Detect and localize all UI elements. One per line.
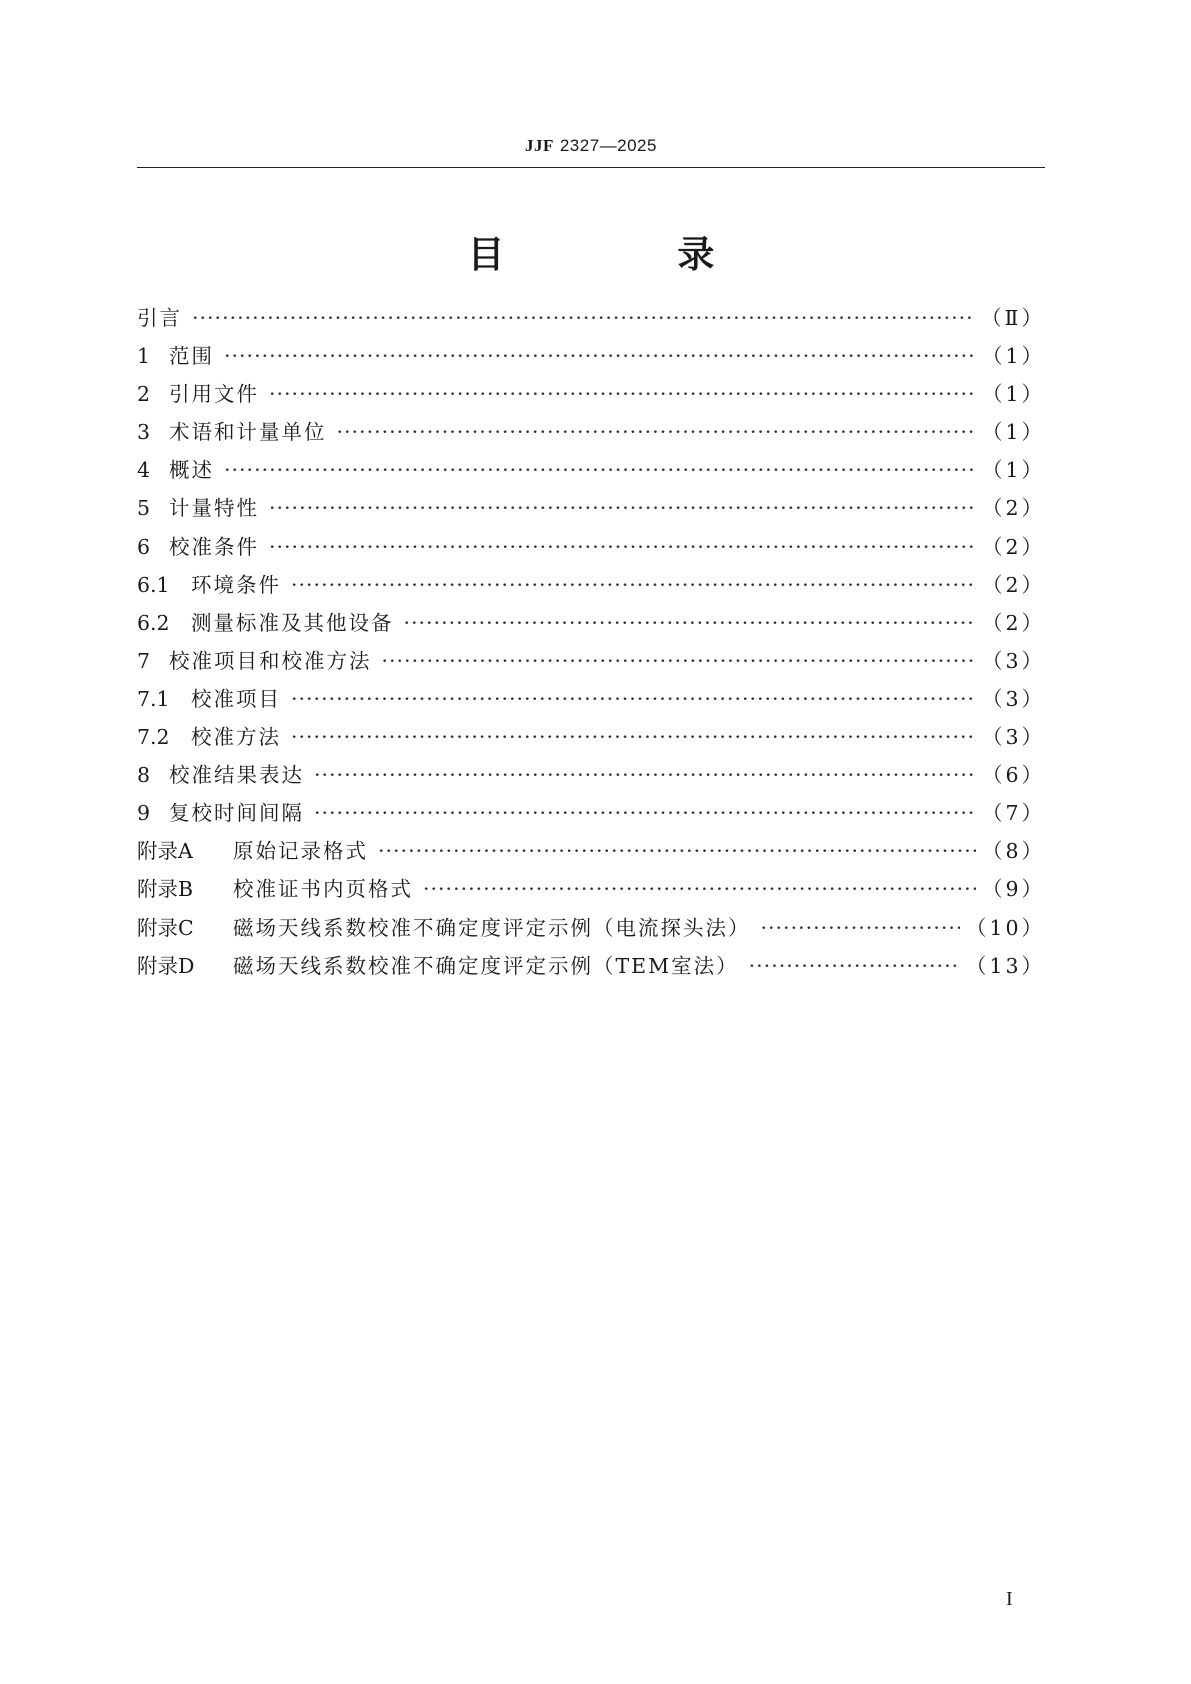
toc-entry-number: 8 (137, 763, 151, 788)
toc-entry-9[interactable] (137, 796, 1045, 834)
toc-entry-number: 2 (137, 382, 151, 407)
toc-entry-label: 磁场天线系数校准不确定度评定示例（电流探头法） (233, 915, 751, 940)
toc-entry-label: 范围 (169, 344, 214, 369)
table-of-contents (137, 301, 1045, 987)
toc-entry-number: 附录D (137, 953, 195, 978)
toc-entry-label: 术语和计量单位 (169, 420, 327, 445)
dot-leader (749, 954, 960, 978)
toc-entry-appendix-c[interactable] (137, 911, 1045, 949)
toc-entry-appendix-d[interactable] (137, 949, 1045, 987)
dot-leader (337, 420, 976, 444)
toc-entry-label: 校准结果表达 (169, 763, 304, 788)
dot-leader (382, 649, 976, 673)
toc-entry-7[interactable] (137, 644, 1045, 682)
toc-entry-label: 复校时间间隔 (169, 801, 304, 826)
toc-entry-label: 校准项目 (191, 686, 281, 711)
toc-entry-page: （3） (981, 725, 1045, 750)
toc-entry-label: 测量标准及其他设备 (191, 610, 394, 635)
dot-leader (224, 344, 976, 368)
dot-leader (269, 382, 976, 406)
toc-entry-label: 磁场天线系数校准不确定度评定示例（TEM室法） (233, 953, 739, 978)
toc-entry-5[interactable] (137, 491, 1045, 529)
toc-entry-2[interactable] (137, 377, 1045, 415)
toc-entry-label: 校准条件 (169, 534, 259, 559)
toc-entry-page: （Ⅱ） (981, 306, 1045, 330)
dot-leader (314, 801, 976, 825)
toc-entry-number: 6 (137, 534, 151, 559)
toc-entry-page: （1） (981, 458, 1045, 483)
dot-leader (269, 535, 976, 559)
toc-entry-number: 6.1 (137, 572, 170, 597)
dot-leader (291, 687, 976, 711)
toc-entry-3[interactable] (137, 415, 1045, 453)
toc-entry-number: 9 (137, 801, 151, 826)
toc-entry-label: 校准方法 (191, 725, 281, 750)
header-rule (137, 167, 1045, 168)
toc-entry-6[interactable] (137, 530, 1045, 568)
toc-entry-7-2[interactable] (137, 720, 1045, 758)
toc-entry-number: 5 (137, 496, 151, 521)
toc-entry-number: 7.1 (137, 686, 170, 711)
toc-entry-page: （13） (965, 953, 1045, 978)
toc-entry-8[interactable] (137, 758, 1045, 796)
toc-entry-1[interactable] (137, 339, 1045, 377)
toc-entry-number: 6.2 (137, 610, 170, 635)
toc-entry-page: （7） (981, 801, 1045, 826)
dot-leader (314, 763, 976, 787)
toc-entry-label: 环境条件 (191, 572, 281, 597)
toc-entry-page: （2） (981, 496, 1045, 521)
dot-leader (404, 611, 976, 635)
toc-entry-label: 校准证书内页格式 (233, 877, 413, 902)
toc-entry-label: 校准项目和校准方法 (169, 648, 372, 673)
toc-entry-page: （1） (981, 382, 1045, 407)
toc-entry-label: 计量特性 (169, 496, 259, 521)
toc-entry-label: 引言 (137, 306, 182, 330)
toc-entry-page: （2） (981, 534, 1045, 559)
standard-code-prefix: JJF (525, 136, 554, 155)
toc-entry-label: 引用文件 (169, 382, 259, 407)
toc-entry-page: （1） (981, 420, 1045, 445)
dot-leader (291, 573, 976, 597)
toc-entry-page: （9） (981, 877, 1045, 902)
toc-entry-6-1[interactable] (137, 568, 1045, 606)
standard-code-number: 2327—2025 (559, 136, 657, 155)
toc-entry-appendix-b[interactable] (137, 872, 1045, 910)
dot-leader (224, 458, 976, 482)
toc-entry-label: 概述 (169, 458, 214, 483)
toc-entry-number: 附录B (137, 877, 194, 902)
dot-leader (291, 725, 976, 749)
dot-leader (378, 839, 976, 863)
toc-entry-label: 原始记录格式 (233, 839, 368, 864)
toc-entry-number: 附录A (137, 839, 193, 864)
toc-entry-number: 4 (137, 458, 151, 483)
page-number: I (1006, 1588, 1013, 1610)
toc-entry-page: （3） (981, 648, 1045, 673)
toc-entry-number: 附录C (137, 915, 194, 940)
dot-leader (192, 306, 975, 330)
toc-entry-page: （1） (981, 344, 1045, 369)
toc-entry-intro[interactable] (137, 301, 1045, 339)
toc-entry-4[interactable] (137, 453, 1045, 491)
toc-entry-appendix-a[interactable] (137, 834, 1045, 872)
document-header (137, 136, 1045, 156)
toc-entry-page: （6） (981, 763, 1045, 788)
toc-entry-page: （10） (965, 915, 1045, 940)
toc-entry-7-1[interactable] (137, 682, 1045, 720)
toc-entry-6-2[interactable] (137, 606, 1045, 644)
toc-entry-page: （3） (981, 686, 1045, 711)
toc-entry-number: 7.2 (137, 725, 170, 750)
toc-entry-page: （2） (981, 610, 1045, 635)
dot-leader (423, 877, 976, 901)
toc-entry-number: 1 (137, 344, 151, 369)
dot-leader (269, 496, 976, 520)
toc-entry-number: 7 (137, 648, 151, 673)
toc-entry-number: 3 (137, 420, 151, 445)
dot-leader (761, 916, 960, 940)
toc-entry-page: （2） (981, 572, 1045, 597)
toc-title: 目 录 (467, 233, 795, 276)
toc-entry-page: （8） (981, 839, 1045, 864)
